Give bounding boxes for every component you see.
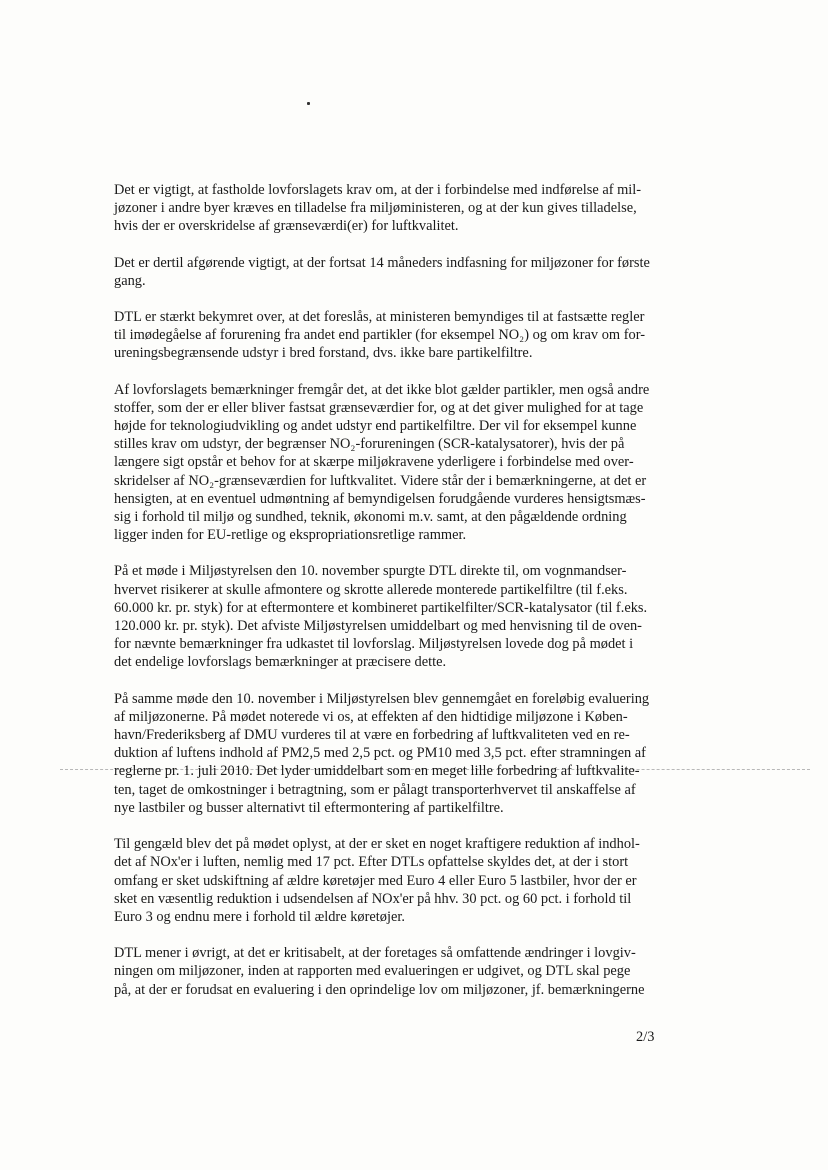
text-line: ningen om miljøzoner, inden at rapporten med evalueringen er udgivet, og DTL skal pege — [114, 963, 631, 980]
text-line: reglerne pr. 1. juli 2010. Det lyder umiddelbart som en meget lille forbedring af luftkvalite- — [114, 763, 640, 780]
text-line: stilles krav om udstyr, der begrænser NO₂-forureningen (SCR-katalysatorer), hvis der på — [114, 436, 625, 453]
text-line: gang. — [114, 272, 146, 289]
text-line: stoffer, som der er eller bliver fastsat grænseværdier for, og at det giver mulighed for at tage — [114, 399, 644, 416]
text-line: højde for teknologiudvikling og andet udstyr end partikelfiltre. Der vil for eksempel kunne — [114, 418, 637, 435]
text-line: DTL mener i øvrigt, at det er kritisabelt, at der foretages så omfattende ændringer i lovgiv- — [114, 945, 636, 962]
text-line: ligger inden for EU-retlige og ekspropriationsretlige rammer. — [114, 527, 467, 544]
text-line: På et møde i Miljøstyrelsen den 10. november spurgte DTL direkte til, om vognmandser- — [114, 563, 627, 580]
scan-speck — [307, 102, 310, 105]
text-line: havn/Frederiksberg af DMU vurderes til at være en forbedring af luftkvaliteten ved en re- — [114, 727, 630, 744]
text-line: DTL er stærkt bekymret over, at det foreslås, at ministeren bemyndiges til at fastsætte regler — [114, 309, 645, 326]
text-line: jøzoner i andre byer kræves en tilladelse fra miljøministeren, og at der kun gives tilladelse, — [114, 200, 637, 217]
text-line: ten, taget de omkostninger i betragtning, som er pålagt transporterhvervet til anskaffelse af — [114, 781, 636, 798]
text-line: sig i forhold til miljø og sundhed, teknik, økonomi m.v. samt, at den pågældende ordning — [114, 509, 627, 526]
text-line: hensigten, at en eventuel udmøntning af bemyndigelsen forudgående vurderes hensigtsmæs- — [114, 490, 646, 507]
page-number: 2/3 — [636, 1029, 655, 1045]
text-line: af miljøzonerne. På mødet noterede vi os, at effekten af den hidtidige miljøzone i Køben- — [114, 708, 628, 725]
text-line: Til gengæld blev det på mødet oplyst, at der er sket en noget kraftigere reduktion af indhol- — [114, 836, 640, 853]
paragraph-1 — [114, 181, 696, 236]
text-line: sket en væsentlig reduktion i udsendelsen af NOx'er på hhv. 30 pct. og 60 pct. i forhold til — [114, 890, 632, 907]
text-line: 120.000 kr. pr. styk). Det afviste Miljøstyrelsen umiddelbart og med henvisning til de oven- — [114, 618, 642, 635]
text-line: 60.000 kr. pr. styk) for at eftermontere et kombineret partikelfilter/SCR-katalysator (til f.eks. — [114, 599, 648, 616]
paragraph-6 — [114, 690, 696, 817]
paragraph-7 — [114, 835, 696, 926]
text-line: for nævnte bemærkninger fra udkastet til lovforslag. Miljøstyrelsen lovede dog på mødet i — [114, 636, 634, 653]
text-line: på, at der er forudsat en evaluering i den oprindelige lov om miljøzoner, jf. bemærkningerne — [114, 981, 645, 998]
paragraph-3 — [114, 308, 696, 363]
paragraph-5 — [114, 562, 696, 671]
text-line: nye lastbiler og busser alternativt til eftermontering af partikelfiltre. — [114, 799, 504, 816]
text-line: hvis der er overskridelse af grænseværdi(er) for luftkvalitet. — [114, 218, 459, 235]
text-line: det endelige lovforslags bemærkninger at præcisere dette. — [114, 654, 447, 671]
text-line: duktion af luftens indhold af PM2,5 med 2,5 pct. og PM10 med 3,5 pct. efter stramningen af — [114, 745, 646, 762]
document-body — [114, 181, 696, 1017]
text-line: det af NOx'er i luften, nemlig med 17 pct. Efter DTLs opfattelse skyldes det, at der i stort — [114, 854, 629, 871]
text-line: Det er dertil afgørende vigtigt, at der fortsat 14 måneders indfasning for miljøzoner for første — [114, 254, 650, 271]
text-line: Euro 3 og endnu mere i forhold til ældre køretøjer. — [114, 908, 405, 925]
paragraph-4 — [114, 381, 696, 545]
text-line: til imødegåelse af forurening fra andet end partikler (for eksempel NO₂) og om krav om for- — [114, 327, 645, 344]
text-line: skridelser af NO₂-grænseværdien for luftkvalitet. Videre står der i bemærkningerne, at det er — [114, 472, 647, 489]
text-line: På samme møde den 10. november i Miljøstyrelsen blev gennemgået en foreløbig evaluering — [114, 690, 650, 707]
text-line: omfang er sket udskiftning af ældre køretøjer med Euro 4 eller Euro 5 lastbiler, hvor der er — [114, 872, 637, 889]
text-line: ureningsbegrænsende udstyr i bred forstand, dvs. ikke bare partikelfiltre. — [114, 345, 533, 362]
text-line: Af lovforslagets bemærkninger fremgår det, at det ikke blot gælder partikler, men også andre — [114, 381, 650, 398]
paragraph-8 — [114, 944, 696, 999]
text-line: hvervet risikerer at skulle afmontere og skrotte allerede monterede partikelfiltre (til f.eks. — [114, 581, 628, 598]
paragraph-2 — [114, 254, 696, 290]
text-line: Det er vigtigt, at fastholde lovforslagets krav om, at der i forbindelse med indførelse af mil- — [114, 182, 642, 198]
text-line: længere sigt opstår et behov for at skærpe miljøkravene yderligere i forbindelse med over- — [114, 454, 634, 471]
